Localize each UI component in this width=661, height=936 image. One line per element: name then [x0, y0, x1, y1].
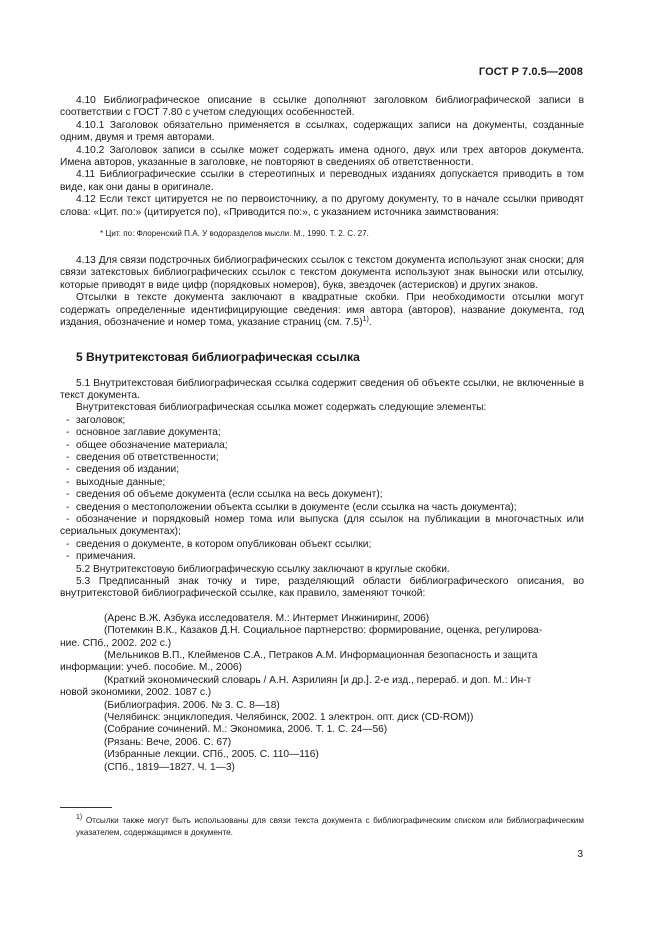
list-item: - заголовок; [60, 415, 584, 427]
example-item: (Мельников В.П., Клейменов С.А., Петраков А.М. Информационная безопасность и защита информации: учеб. пособие. М., 2006) [60, 650, 538, 674]
example-item: (Рязань: Вече, 2006. С. 67) [104, 736, 232, 748]
paragraph-4-10: 4.10 Библиографическое описание в ссылке дополняют заголовком библиографической записи в соответствии с ГОСТ 7.80 с учетом следующих особенностей. [60, 95, 584, 119]
footnote-text: Отсылки также могут быть использованы для связи текста документа с библиографическим списком или библиографическим указателем, содержащимся в документе. [76, 816, 584, 837]
footnote-mark: 1) [362, 316, 369, 324]
paragraph-4-10-2: 4.10.2 Заголовок записи в ссылке может содержать имена одного, двух или трех авторов документа. Имена авторов, указанные в заголовке, не повторяют в сведениях об ответственности. [60, 144, 584, 169]
list-item: - выходные данные; [60, 477, 584, 489]
paragraph-5-3: 5.3 Предписанный знак точку и тире, разделяющий области библиографического описания, во внутритекстовой библиографической ссылке, как правило, заменяют точкой: [60, 576, 584, 600]
section-title: 5 Внутритекстовая библиографическая ссылка [76, 349, 360, 364]
example-item: (Краткий экономический словарь / А.Н. Азрилиян [и др.]. 2-е изд., перераб. и доп. М.: Ин-т новой экономики, 2002. 1087 с.) [60, 674, 532, 699]
list-item: - сведения о документе, в котором опубликован объект ссылки; [60, 539, 584, 551]
paragraph-4-10-1: 4.10.1 Заголовок обязательно применяется в ссылках, содержащих записи на документы, созданные одним, двумя и тремя авторами. [60, 119, 584, 144]
quote-footnote-example: * Цит. по: Флоренский П.А. У водоразделов мысли. М., 1990. Т. 2. С. 27. [100, 229, 369, 239]
paragraph-elements-intro: Внутритекстовая библиографическая ссылка может содержать следующие элементы: [76, 402, 487, 414]
example-item: (Собрание сочинений. М.: Экономика, 2006. Т. 1. С. 24—56) [104, 724, 388, 736]
list-item: - сведения об издании; [60, 464, 584, 476]
list-item: - основное заглавие документа; [60, 427, 584, 439]
list-item: - сведения о местоположении объекта ссылки в документе (если ссылка на часть документа); [60, 502, 584, 514]
example-item: (Библиография. 2006. № 3. С. 8—18) [104, 699, 280, 711]
document-body [60, 95, 584, 774]
paragraph-5-1: 5.1 Внутритекстовая библиографическая ссылка содержит сведения об объекте ссылки, не включенные в текст документа. [60, 377, 584, 401]
footnote-number: 1) [76, 814, 83, 821]
page-number: 3 [577, 849, 583, 860]
footnote-separator [60, 807, 112, 808]
example-item: (Потемкин В.К., Казаков Д.Н. Социальное партнерство: формирование, оценка, регулирова- ние. СПб., 2002. 202 с.) [60, 625, 543, 649]
examples-list [60, 613, 584, 774]
example-item: (Челябинск: энциклопедия. Челябинск, 2002. 1 электрон. опт. диск (CD-ROM)) [104, 712, 474, 724]
list-item: - обозначение и порядковый номер тома или выпуска (для ссылок на публикации в многочастных или сериальных документах); [60, 514, 584, 539]
example-item: (Избранные лекции. СПб., 2005. С. 110—116) [104, 749, 319, 761]
list-item: - сведения об ответственности; [60, 452, 584, 464]
list-item: - общее обозначение материала; [60, 440, 584, 452]
paragraph-5-2: 5.2 Внутритекстовую библиографическую ссылку заключают в круглые скобки. [76, 563, 450, 575]
example-item: (СПб., 1819—1827. Ч. 1—3) [104, 761, 235, 773]
list-item: - примечания. [60, 551, 584, 563]
elements-list [60, 415, 584, 564]
example-item: (Аренс В.Ж. Азбука исследователя. М.: Интермет Инжиниринг, 2006) [104, 612, 430, 624]
page-footnote [60, 815, 584, 838]
document-header: ГОСТ Р 7.0.5—2008 [478, 66, 583, 78]
paragraph-references-tail: . [368, 317, 372, 329]
paragraph-references-text: Отсылки в тексте документа заключают в квадратные скобки. При необходимости отсылки могут содержать определенные идентифицирующие сведения: имя автора (авторов), название документа, год издания, обозначение и номер тома, указание страниц (см. 7.5) [60, 292, 584, 329]
paragraph-4-12: 4.12 Если текст цитируется не по первоисточнику, а по другому документу, то в начале ссылки приводят слова: «Цит. по:» (цитируется по), «Приводится по:», с указанием источника заимствования: [60, 194, 584, 218]
paragraph-4-13: 4.13 Для связи подстрочных библиографических ссылок с текстом документа используют знак сноски; для связи затекстовых библиографических ссылок с текстом документа используют знак выноски или отсылку, которые приводят в виде цифр (порядковых номеров), букв, звездочек (астерисков) и других знаков. [60, 255, 584, 291]
paragraph-references [60, 292, 584, 329]
list-item: - сведения об объеме документа (если ссылка на весь документ); [60, 489, 584, 501]
paragraph-4-11: 4.11 Библиографические ссылки в стереотипных и переводных изданиях допускается приводить в том виде, как они даны в оригинале. [60, 169, 584, 193]
